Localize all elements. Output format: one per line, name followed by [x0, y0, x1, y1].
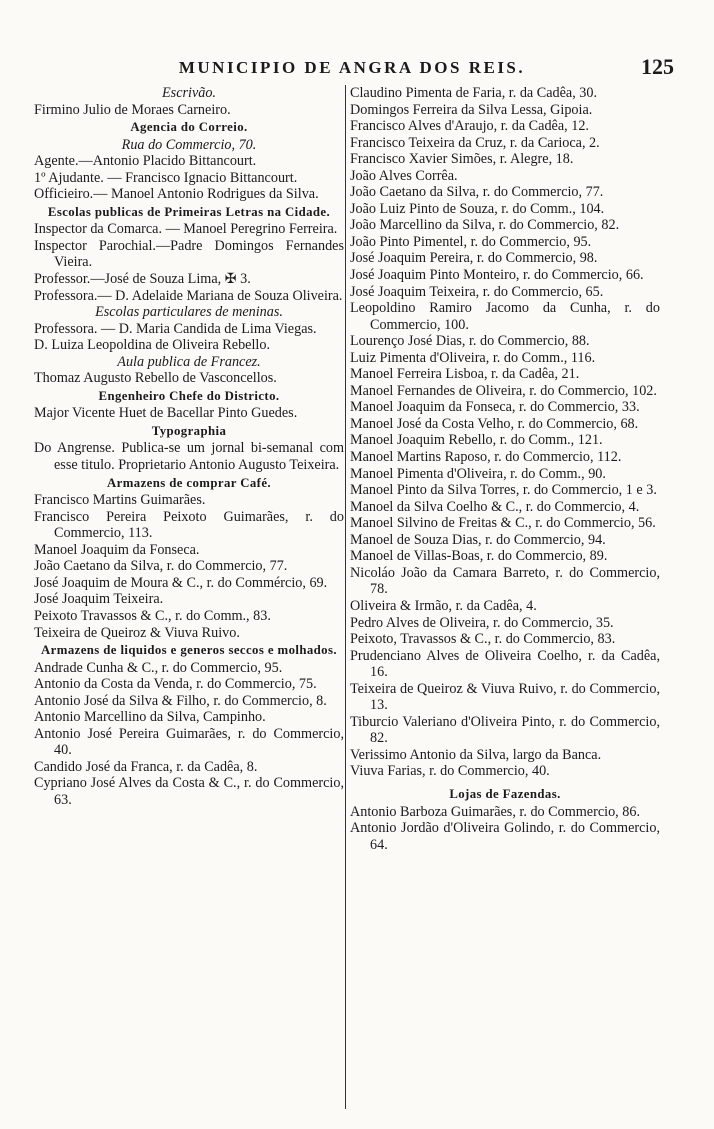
directory-entry: 1º Ajudante. — Francisco Ignacio Bittancourt. — [34, 169, 298, 186]
directory-entry: Antonio José Pereira Guimarães, r. do Commercio, 40. — [34, 725, 344, 759]
directory-entry: Antonio da Costa da Venda, r. do Commercio, 75. — [34, 676, 317, 693]
directory-entry: Francisco Pereira Peixoto Guimarães, r. do Commercio, 113. — [34, 508, 344, 542]
directory-entry: Teixeira de Queiroz & Viuva Ruivo. — [34, 624, 240, 641]
directory-entry: Manoel Ferreira Lisboa, r. da Cadêa, 21. — [350, 366, 580, 383]
section-heading: Typographia — [151, 423, 227, 438]
directory-entry: Firmino Julio de Moraes Carneiro. — [34, 101, 231, 118]
directory-entry: Cypriano José Alves da Costa & C., r. do Commercio, 63. — [34, 775, 344, 808]
spacer — [350, 780, 660, 785]
directory-entry: Manoel Fernandes de Oliveira, r. do Commercio, 102. — [350, 382, 657, 399]
directory-entry: José Joaquim de Moura & C., r. do Commércio, 69. — [34, 574, 328, 591]
directory-entry: Antonio José da Silva & Filho, r. do Commercio, 8. — [34, 692, 327, 709]
section-heading: Rua do Commercio, 70. — [121, 136, 257, 153]
directory-entry: Antonio Barboza Guimarães, r. do Commercio, 86. — [350, 803, 640, 820]
page-number: 125 — [641, 54, 674, 79]
directory-entry: D. Luiza Leopoldina de Oliveira Rebello. — [34, 337, 270, 354]
directory-entry: Professora.— D. Adelaide Mariana de Souza Oliveira. — [34, 287, 343, 304]
directory-entry: Leopoldino Ramiro Jacomo da Cunha, r. do Commercio, 100. — [350, 300, 660, 333]
directory-entry: José Joaquim Pereira, r. do Commercio, 98. — [350, 250, 598, 267]
directory-entry: Manoel de Villas-Boas, r. do Commercio, 89. — [350, 548, 608, 565]
section-heading: Agencia do Correio. — [130, 120, 248, 135]
directory-entry: Do Angrense. Publica-se um jornal bi-semanal com esse titulo. Proprietario Antonio Augusto Teixeira. — [34, 440, 344, 474]
directory-entry: Inspector da Comarca. — Manoel Peregrino Ferreira. — [34, 221, 338, 238]
section-heading: Escolas particulares de meninas. — [95, 304, 283, 321]
directory-entry: Luiz Pimenta d'Oliveira, r. do Comm., 116. — [350, 349, 596, 366]
directory-entry: João Luiz Pinto de Souza, r. do Comm., 104. — [350, 200, 605, 217]
directory-entry: Prudenciano Alves de Oliveira Coelho, r. da Cadêa, 16. — [350, 647, 660, 681]
directory-entry: João Caetano da Silva, r. do Commercio, 77. — [34, 558, 288, 575]
directory-entry: Peixoto, Travassos & C., r. do Commercio, 83. — [350, 631, 616, 648]
directory-entry: João Pinto Pimentel, r. do Commercio, 95. — [350, 233, 592, 250]
directory-entry: Manoel Joaquim Rebello, r. do Comm., 121. — [350, 432, 603, 449]
directory-entry: Antonio Jordão d'Oliveira Golindo, r. do Commercio, 64. — [350, 820, 660, 853]
directory-entry: Manoel de Souza Dias, r. do Commercio, 94. — [350, 531, 606, 548]
directory-entry: Antonio Marcellino da Silva, Campinho. — [34, 709, 266, 726]
directory-entry: João Marcellino da Silva, r. do Commercio, 82. — [350, 217, 620, 234]
directory-entry: Domingos Ferreira da Silva Lessa, Gipoia. — [350, 101, 593, 118]
directory-entry: José Joaquim Pinto Monteiro, r. do Commercio, 66. — [350, 267, 644, 284]
directory-entry: Francisco Teixeira da Cruz, r. da Carioca, 2. — [350, 134, 600, 151]
directory-entry: Viuva Farias, r. do Commercio, 40. — [350, 763, 550, 780]
left-column — [34, 85, 344, 1121]
page-header — [30, 52, 674, 88]
column-divider — [345, 85, 346, 1109]
directory-entry: Teixeira de Queiroz & Viuva Ruivo, r. do Commercio, 13. — [350, 680, 660, 714]
directory-entry: Officieiro.— Manoel Antonio Rodrigues da Silva. — [34, 186, 319, 203]
directory-entry: Francisco Xavier Simões, r. Alegre, 18. — [350, 151, 574, 168]
directory-entry: João Alves Corrêa. — [350, 167, 458, 184]
directory-entry: Pedro Alves de Oliveira, r. do Commercio, 35. — [350, 614, 614, 631]
directory-entry: Inspector Parochial.—Padre Domingos Fernandes Vieira. — [34, 237, 344, 271]
page-title: MUNICIPIO DE ANGRA DOS REIS. — [178, 58, 526, 77]
directory-entry: Lourenço José Dias, r. do Commercio, 88. — [350, 333, 590, 350]
section-heading: Armazens de comprar Café. — [107, 475, 271, 490]
directory-entry: Manoel Pimenta d'Oliveira, r. do Comm., 90. — [350, 465, 606, 482]
right-column — [350, 85, 660, 1121]
directory-entry: Claudino Pimenta de Faria, r. da Cadêa, 30. — [350, 85, 598, 101]
directory-entry: Tiburcio Valeriano d'Oliveira Pinto, r. do Commercio, 82. — [350, 713, 660, 747]
directory-entry: Oliveira & Irmão, r. da Cadêa, 4. — [350, 597, 537, 614]
directory-entry: José Joaquim Teixeira. — [34, 591, 164, 608]
directory-entry: Major Vicente Huet de Bacellar Pinto Guedes. — [34, 405, 298, 422]
directory-entry: Manoel José da Costa Velho, r. do Commercio, 68. — [350, 415, 639, 432]
directory-entry: José Joaquim Teixeira, r. do Commercio, 65. — [350, 283, 604, 300]
directory-entry: Thomaz Augusto Rebello de Vasconcellos. — [34, 370, 277, 387]
directory-entry: Manoel Martins Raposo, r. do Commercio, 112. — [350, 449, 622, 466]
directory-entry: Francisco Martins Guimarães. — [34, 492, 206, 509]
directory-entry: João Caetano da Silva, r. do Commercio, 77. — [350, 184, 604, 201]
directory-entry: Manoel Joaquim da Fonseca. — [34, 541, 200, 558]
directory-entry: Professora. — D. Maria Candida de Lima Viegas. — [34, 320, 317, 337]
directory-entry: Francisco Alves d'Araujo, r. da Cadêa, 12. — [350, 118, 589, 135]
directory-entry: Manoel Pinto da Silva Torres, r. do Commercio, 1 e 3. — [350, 482, 657, 499]
directory-entry: Peixoto Travassos & C., r. do Comm., 83. — [34, 607, 271, 624]
directory-entry: Manoel Joaquim da Fonseca, r. do Commercio, 33. — [350, 399, 640, 416]
directory-entry: Professor.—José de Souza Lima, ✠ 3. — [34, 271, 251, 288]
section-heading: Escolas publicas de Primeiras Letras na Cidade. — [47, 204, 331, 219]
section-heading: Engenheiro Chefe do Districto. — [98, 388, 280, 403]
directory-entry: Nicoláo João da Camara Barreto, r. do Commercio, 78. — [350, 564, 660, 598]
directory-entry: Manoel da Silva Coelho & C., r. do Commercio, 4. — [350, 498, 640, 515]
section-heading: Escrivão. — [162, 85, 216, 101]
directory-entry: Verissimo Antonio da Silva, largo da Banca. — [350, 746, 602, 763]
directory-entry: Andrade Cunha & C., r. do Commercio, 95. — [34, 659, 283, 676]
directory-entry: Agente.—Antonio Placido Bittancourt. — [34, 153, 257, 170]
section-heading: Armazens de liquidos e generos seccos e molhados. — [41, 643, 337, 658]
directory-entry: Manoel Silvino de Freitas & C., r. do Commercio, 56. — [350, 515, 656, 532]
section-heading: Lojas de Fazendas. — [449, 786, 561, 801]
section-heading: Aula publica de Francez. — [117, 353, 261, 370]
directory-entry: Candido José da Franca, r. da Cadêa, 8. — [34, 758, 258, 775]
